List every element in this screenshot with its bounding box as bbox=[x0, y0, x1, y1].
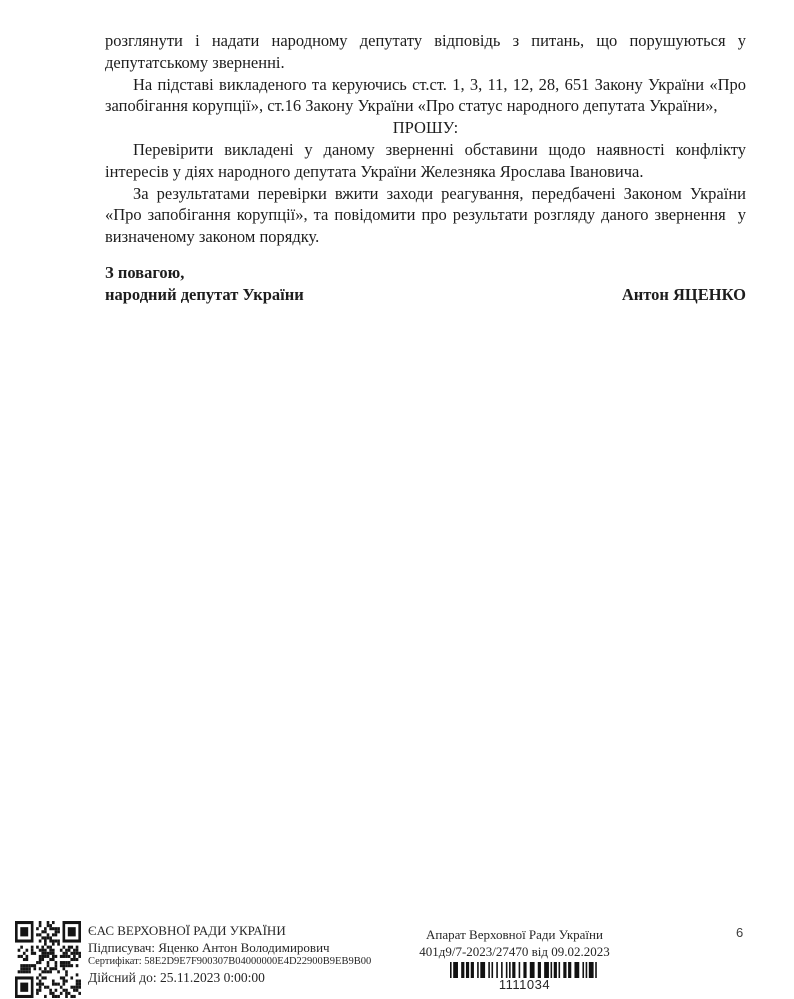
registration-reference: 401д9/7-2023/27470 від 09.02.2023 bbox=[419, 943, 610, 959]
signature-closing: З повагою, bbox=[105, 262, 185, 282]
qr-code-icon bbox=[15, 921, 81, 998]
letter-body bbox=[105, 30, 751, 306]
barcode-icon bbox=[450, 962, 600, 978]
esignature-block bbox=[88, 922, 371, 986]
signature-block bbox=[105, 262, 746, 306]
paragraph-request-1: Перевірити викладені у даному зверненні обставини щодо наявності конфлікту інтересів у діях народного депутата України Железняка Ярослава Івановича. bbox=[105, 139, 751, 181]
request-heading: ПРОШУ: bbox=[392, 118, 459, 138]
registration-stamp bbox=[392, 927, 637, 992]
esignature-signer: Підписувач: Яценко Антон Володимирович bbox=[88, 940, 330, 955]
page-number: 6 bbox=[736, 925, 744, 940]
paragraph-request-2: За результатами перевірки вжити заходи реагування, передбачені Законом України «Про запобігання корупції», та повідомити про результати розгляду даного звернення у визначеному законом порядку. bbox=[105, 183, 751, 247]
esignature-certificate: Сертифікат: 58E2D9E7F900307B04000000E4D22900B9EB9B00 bbox=[88, 956, 372, 967]
esignature-system-name: ЄАС ВЕРХОВНОЇ РАДИ УКРАЇНИ bbox=[88, 923, 286, 938]
signer-name: Антон ЯЦЕНКО bbox=[621, 284, 746, 304]
paragraph-legal-basis: На підставі викладеного та керуючись ст.ст. 1, 3, 11, 12, 28, 651 Закону України «Про запобігання корупції», ст.16 Закону України «Про статус народного депутата України», bbox=[105, 74, 751, 116]
barcode-number: 1111034 bbox=[498, 977, 551, 992]
registration-office: Апарат Верховної Ради України bbox=[426, 927, 603, 942]
esignature-valid-until: Дійсний до: 25.11.2023 0:00:00 bbox=[88, 970, 265, 985]
paragraph-continuation: розглянути і надати народному депутату відповідь з питань, що порушуються у депутатському зверненні. bbox=[105, 31, 751, 72]
signer-title: народний депутат України bbox=[105, 284, 304, 304]
